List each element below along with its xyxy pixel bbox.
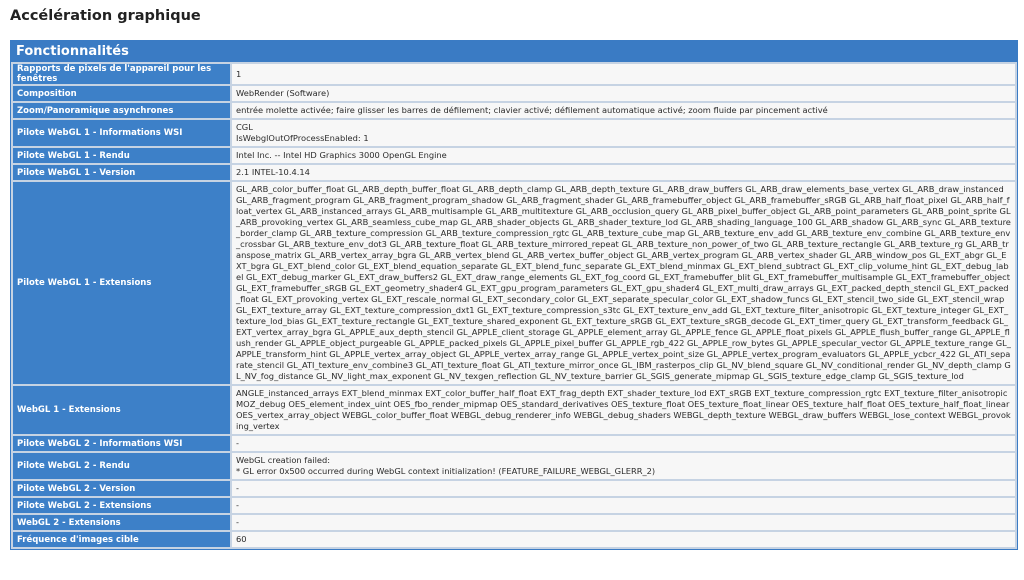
row-value: [232, 515, 1015, 530]
row-label: WebGL 1 - Extensions: [13, 386, 230, 434]
row-value-line: entrée molette activée; faire glisser les barres de défilement; clavier activé; défilement automatique activé; zoom fluide par pincement activé: [236, 105, 828, 115]
features-section: [10, 40, 1018, 550]
table-row: [13, 64, 1015, 84]
table-row: [13, 148, 1015, 163]
row-label: Pilote WebGL 1 - Version: [13, 165, 230, 180]
table-row: [13, 86, 1015, 101]
table-row: [13, 120, 1015, 146]
table-row: [13, 165, 1015, 180]
row-label: Pilote WebGL 2 - Extensions: [13, 498, 230, 513]
row-value: [232, 86, 1015, 101]
row-label: Pilote WebGL 2 - Rendu: [13, 453, 230, 479]
row-value: [232, 64, 1015, 84]
row-value: [232, 165, 1015, 180]
row-label: Fréquence d'images cible: [13, 532, 230, 547]
table-row: [13, 103, 1015, 118]
row-value-line: WebRender (Software): [236, 88, 330, 98]
row-value: [232, 498, 1015, 513]
row-value-line: -: [236, 500, 239, 510]
features-table-body: [13, 64, 1015, 547]
row-value: [232, 148, 1015, 163]
table-row: [13, 453, 1015, 479]
table-row: [13, 532, 1015, 547]
row-label: Composition: [13, 86, 230, 101]
row-label: Pilote WebGL 2 - Version: [13, 481, 230, 496]
row-value-line: 2.1 INTEL-10.4.14: [236, 167, 310, 177]
row-value-line: IsWebglOutOfProcessEnabled: 1: [236, 133, 369, 143]
row-value-line: -: [236, 438, 239, 448]
row-value-line: GL_ARB_color_buffer_float GL_ARB_depth_buffer_float GL_ARB_depth_clamp GL_ARB_depth_texture GL_ARB_draw_buffers GL_ARB_draw_elements_base_vertex GL_ARB_draw_instanced GL_ARB_fragment_program GL_ARB_fragment_program_shadow GL_ARB_fragment_shader GL_ARB_framebuffer_object GL_ARB_framebuffer_sRGB GL_ARB_half_float_pixel GL_ARB_half_float_vertex GL_ARB_instanced_arrays GL_ARB_multisample GL_ARB_multitexture GL_ARB_occlusion_query GL_ARB_pixel_buffer_object GL_ARB_point_parameters GL_ARB_point_sprite GL_ARB_provoking_vertex GL_ARB_seamless_cube_map GL_ARB_shader_objects GL_ARB_shader_texture_lod GL_ARB_shading_language_100 GL_ARB_shadow GL_ARB_sync GL_ARB_texture_border_clamp GL_ARB_texture_compression GL_ARB_texture_compression_rgtc GL_ARB_texture_cube_map GL_ARB_texture_env_add GL_ARB_texture_env_combine GL_ARB_texture_env_crossbar GL_ARB_texture_env_dot3 GL_ARB_texture_float GL_ARB_texture_mirrored_repeat GL_ARB_texture_non_power_of_two GL_ARB_texture_rectangle GL_ARB_texture_rg GL_ARB_transpose_matrix GL_ARB_vertex_array_bgra GL_ARB_vertex_blend GL_ARB_vertex_buffer_object GL_ARB_vertex_program GL_ARB_vertex_shader GL_ARB_window_pos GL_EXT_abgr GL_EXT_bgra GL_EXT_blend_color GL_EXT_blend_equation_separate GL_EXT_blend_func_separate GL_EXT_blend_minmax GL_EXT_blend_subtract GL_EXT_clip_volume_hint GL_EXT_debug_label GL_EXT_debug_marker GL_EXT_draw_buffers2 GL_EXT_draw_range_elements GL_EXT_fog_coord GL_EXT_framebuffer_blit GL_EXT_framebuffer_multisample GL_EXT_framebuffer_object GL_EXT_framebuffer_sRGB GL_EXT_geometry_shader4 GL_EXT_gpu_program_parameters GL_EXT_gpu_shader4 GL_EXT_multi_draw_arrays GL_EXT_packed_depth_stencil GL_EXT_packed_float GL_EXT_provoking_vertex GL_EXT_rescale_normal GL_EXT_secondary_color GL_EXT_separate_specular_color GL_EXT_shadow_funcs GL_EXT_stencil_two_side GL_EXT_stencil_wrap GL_EXT_texture_array GL_EXT_texture_compression_dxt1 GL_EXT_texture_compression_s3tc GL_EXT_texture_env_add GL_EXT_texture_filter_anisotropic GL_EXT_texture_integer GL_EXT_texture_lod_bias GL_EXT_texture_rectangle GL_EXT_texture_shared_exponent GL_EXT_texture_sRGB GL_EXT_texture_sRGB_decode GL_EXT_timer_query GL_EXT_transform_feedback GL_EXT_vertex_array_bgra GL_APPLE_aux_depth_stencil GL_APPLE_client_storage GL_APPLE_element_array GL_APPLE_fence GL_APPLE_float_pixels GL_APPLE_flush_buffer_range GL_APPLE_flush_render GL_APPLE_object_purgeable GL_APPLE_packed_pixels GL_APPLE_pixel_buffer GL_APPLE_rgb_422 GL_APPLE_row_bytes GL_APPLE_specular_vector GL_APPLE_texture_range GL_APPLE_transform_hint GL_APPLE_vertex_array_object GL_APPLE_vertex_array_range GL_APPLE_vertex_point_size GL_APPLE_vertex_program_evaluators GL_APPLE_ycbcr_422 GL_ATI_separate_stencil GL_ATI_texture_env_combine3 GL_ATI_texture_float GL_ATI_texture_mirror_once GL_IBM_rasterpos_clip GL_NV_blend_square GL_NV_conditional_render GL_NV_depth_clamp GL_NV_fog_distance GL_NV_light_max_exponent GL_NV_texgen_reflection GL_NV_texture_barrier GL_SGIS_generate_mipmap GL_SGIS_texture_edge_clamp GL_SGIS_texture_lod: [236, 184, 1011, 381]
row-label: Pilote WebGL 1 - Extensions: [13, 182, 230, 384]
row-label: Pilote WebGL 1 - Informations WSI: [13, 120, 230, 146]
row-value: [232, 481, 1015, 496]
row-value-line: 60: [236, 534, 247, 544]
row-value-line: ANGLE_instanced_arrays EXT_blend_minmax EXT_color_buffer_half_float EXT_frag_depth EXT_shader_texture_lod EXT_sRGB EXT_texture_compression_rgtc EXT_texture_filter_anisotropic MOZ_debug OES_element_index_uint OES_fbo_render_mipmap OES_standard_derivatives OES_texture_float OES_texture_float_linear OES_texture_half_float OES_texture_half_float_linear OES_vertex_array_object WEBGL_color_buffer_float WEBGL_debug_renderer_info WEBGL_debug_shaders WEBGL_depth_texture WEBGL_draw_buffers WEBGL_lose_context WEBGL_provoking_vertex: [236, 388, 1011, 431]
row-label: Pilote WebGL 2 - Informations WSI: [13, 436, 230, 451]
row-value: [232, 103, 1015, 118]
table-row: [13, 498, 1015, 513]
row-value-line: WebGL creation failed:: [236, 455, 331, 465]
row-value-line: 1: [236, 68, 242, 79]
table-row: [13, 436, 1015, 451]
row-label: Rapports de pixels de l'appareil pour les fenêtres: [13, 64, 230, 84]
row-value-line: -: [236, 483, 239, 493]
table-row: [13, 386, 1015, 434]
table-row: [13, 182, 1015, 384]
row-value-line: -: [236, 517, 239, 527]
row-value: [232, 532, 1015, 547]
page-heading: Accélération graphique: [10, 8, 201, 24]
row-value-line: * GL error 0x500 occurred during WebGL context initialization! (FEATURE_FAILURE_WEBGL_GLERR_2): [236, 466, 656, 476]
row-label: WebGL 2 - Extensions: [13, 515, 230, 530]
row-value-line: Intel Inc. -- Intel HD Graphics 3000 OpenGL Engine: [236, 150, 447, 160]
row-label: Zoom/Panoramique asynchrones: [13, 103, 230, 118]
row-label: Pilote WebGL 1 - Rendu: [13, 148, 230, 163]
row-value: [232, 120, 1015, 146]
row-value: [232, 386, 1015, 434]
row-value: [232, 436, 1015, 451]
section-title: Fonctionnalités: [11, 41, 1017, 62]
row-value-line: CGL: [236, 122, 253, 132]
table-row: [13, 481, 1015, 496]
row-value: [232, 453, 1015, 479]
table-row: [13, 515, 1015, 530]
row-value: [232, 182, 1015, 384]
features-table: [11, 62, 1017, 549]
